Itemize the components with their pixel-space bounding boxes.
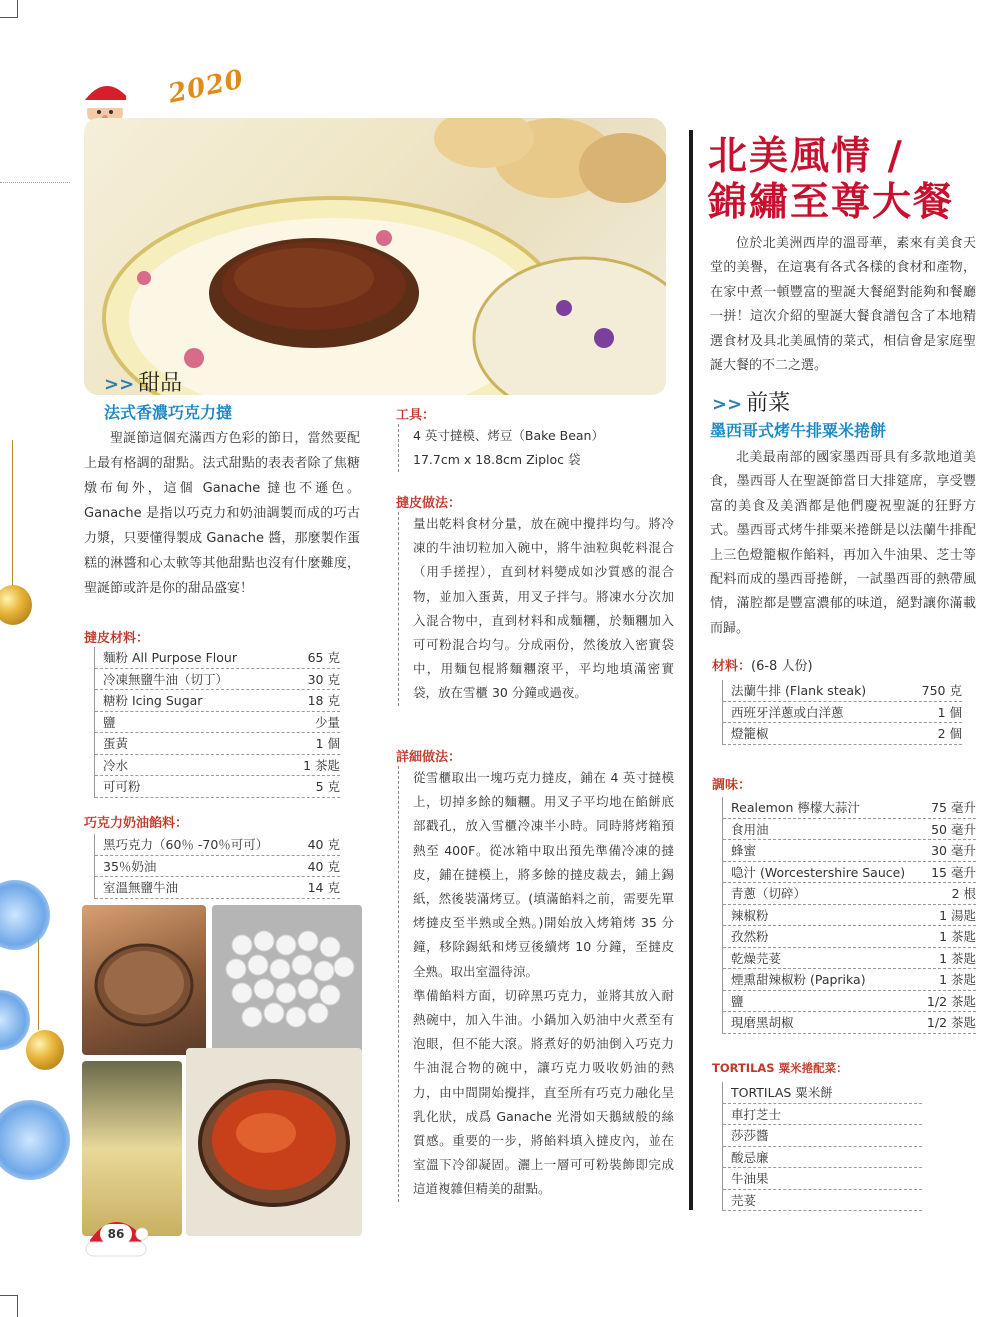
ingredient-name: 鹽 — [103, 714, 116, 730]
ingredient-row — [723, 680, 962, 702]
ingredient-row — [95, 856, 340, 878]
ingredient-name: 35％奶油 — [103, 858, 157, 874]
tart-intro: 聖誕節這個充滿西方色彩的節日，當然要配上最有格調的甜點。法式甜點的表表者除了焦糖燉布甸外，這個 Ganache 撻也不遜色。Ganache 是指以巧克力和奶油調製而成的巧古力漿，只要懂得製成 Ganache 醬，那麼製作蛋糕的淋醬和心太軟等其他甜點也沒有什麼難度，聖誕節或許是你的甜品盛宴！ — [84, 431, 360, 596]
gold-ornament-icon — [0, 585, 32, 625]
feature-title-line1: 北美風情 / — [708, 134, 904, 179]
seasoning-table — [722, 797, 976, 1034]
ingredient-row — [723, 883, 976, 905]
ingredient-name: 冷水 — [103, 757, 129, 773]
tortilla-sides-heading: TORTILAS 粟米捲配菜： — [712, 1061, 848, 1075]
ingredient-name: 冷凍無鹽牛油（切丁） — [103, 671, 229, 687]
ingredient-amount: 2 根 — [951, 886, 976, 901]
crop-mark-bottom-left — [0, 1295, 18, 1317]
tortilla-sides-list — [722, 1082, 922, 1211]
detailed-method — [398, 766, 674, 1202]
ingredient-row — [95, 647, 340, 669]
logo-year: 2020 — [165, 64, 247, 110]
ingredient-row — [723, 797, 976, 819]
ingredient-amount: 2 個 — [937, 726, 962, 741]
ingredient-row — [95, 834, 340, 856]
tool-item: 17.7cm x 18.8cm Ziploc 袋 — [413, 452, 581, 468]
crust-method-text: 量出乾料食材分量，放在碗中攪拌均勻。將冷凍的牛油切粒加入碗中，將牛油粒與乾料混合（用手搓捏），直到材料變成如沙質感的混合物，並加入蛋黃，用叉子拌勻。將凍水分次加入混合物中，直到材料和成麵糰，於麵糰加入可可粉混合均勻。分成兩份，然後放入密實袋中，用麵包棍將麵糰滾平，平均地填滿密實袋，放在雪櫃 30 分鐘或過夜。 — [398, 512, 674, 706]
section-label-text: 甜品 — [138, 371, 183, 396]
filling-ingredients-heading: 巧克力奶油餡料： — [84, 816, 189, 831]
ingredient-name: 辣椒粉 — [731, 907, 769, 923]
ingredient-amount: 30 毫升 — [931, 843, 976, 858]
ingredient-row — [723, 969, 976, 991]
ingredient-row — [95, 733, 340, 755]
detailed-method-heading: 詳細做法： — [396, 750, 462, 765]
ingredient-row — [95, 669, 340, 691]
ingredient-name: 室溫無鹽牛油 — [103, 880, 179, 895]
section-label-text: 前菜 — [746, 391, 791, 416]
ingredient-name: 燈籠椒 — [731, 726, 769, 741]
ingredient-name: 糖粉 Icing Sugar — [103, 693, 203, 708]
servings-note: (6-8 人份) — [751, 659, 813, 674]
ingredient-row — [723, 1012, 976, 1034]
page-number: 86 — [100, 1224, 132, 1244]
ingredient-amount: 1 茶匙 — [939, 950, 976, 966]
ingredient-row — [723, 948, 976, 970]
ingredient-amount: 15 毫升 — [931, 864, 976, 880]
ingredient-amount: 40 克 — [307, 858, 340, 874]
ornament-string — [38, 930, 39, 1030]
ingredient-amount: 14 克 — [307, 880, 340, 895]
snowflake-decoration — [0, 990, 30, 1050]
ingredient-amount: 1 茶匙 — [303, 757, 340, 773]
ingredient-amount: 1 個 — [937, 704, 962, 720]
ingredient-amount: 40 克 — [307, 837, 340, 852]
chocolate-tart-photo — [84, 118, 666, 395]
list-item: 酸忌廉 — [723, 1147, 922, 1169]
list-item: 牛油果 — [723, 1168, 922, 1190]
dish-title-tart: 法式香濃巧克力撻 — [104, 403, 233, 422]
ingredient-amount: 5 克 — [315, 779, 340, 794]
tart-shell-photo — [82, 905, 206, 1055]
tortilla-intro: 北美最南部的國家墨西哥具有多款地道美食，墨西哥人在聖誕節當日大排筵席，享受豐富的美食及美酒都是他們慶祝聖誕的狂野方式。墨西哥式烤牛排粟米捲餅是以法蘭牛排配上三色燈籠椒作餡料，再加入牛油果、芝士等配料而成的墨西哥捲餅，一試墨西哥的熱帶風情，滿腔都是豐富濃郁的味道，絕對讓你滿載而歸。 — [710, 450, 976, 636]
snowflake-decoration — [0, 880, 50, 950]
tart-shell-illustration — [82, 905, 206, 1055]
ingredients-heading — [712, 655, 813, 674]
ingredient-row — [723, 926, 976, 948]
section-label-appetizer — [712, 386, 790, 417]
ingredient-row — [723, 723, 962, 745]
ingredient-row — [723, 702, 962, 724]
ingredient-row — [95, 755, 340, 777]
ingredient-amount: 1/2 茶匙 — [926, 993, 976, 1009]
ingredient-row — [723, 991, 976, 1013]
ingredient-name: 孜然粉 — [731, 929, 769, 944]
ingredient-name: 蜂蜜 — [731, 843, 757, 858]
dotted-guide-line — [0, 182, 70, 183]
ingredient-name: 西班牙洋蔥或白洋蔥 — [731, 704, 844, 720]
filled-tart-photo — [186, 1048, 362, 1236]
ingredient-name: 青蔥（切碎） — [731, 886, 807, 901]
beans-illustration — [212, 905, 362, 1055]
dish-title-tortilla: 墨西哥式烤牛排粟米捲餅 — [710, 421, 887, 440]
seasoning-heading: 調味： — [712, 778, 752, 793]
tart-illustration — [84, 118, 666, 395]
ingredient-amount: 少量 — [314, 714, 340, 730]
column-divider — [689, 130, 693, 1210]
tools-list — [398, 424, 674, 472]
ingredient-row — [723, 819, 976, 841]
ingredient-name: 黑巧克力（60％ -70％可可） — [103, 837, 269, 852]
ingredient-name: 食用油 — [731, 821, 769, 837]
ingredient-row — [723, 905, 976, 927]
feature-intro: 位於北美洲西岸的溫哥華，素來有美食天堂的美譽，在這裏有各式各樣的食材和產物，在家中煮一頓豐富的聖誕大餐絕對能夠和餐廳一拼！這次介紹的聖誕大餐食譜包含了本地精選食材及具北美風情的菜式，相信會是家庭聖誕大餐的不二之選。 — [710, 236, 976, 374]
ingredient-amount: 750 克 — [921, 683, 962, 698]
ingredient-row — [95, 776, 340, 798]
detailed-method-paragraph-1: 從雪櫃取出一塊巧克力撻皮，鋪在 4 英寸撻模上，切掉多餘的麵糰。用叉子平均地在餡餅底部戳孔，放入雪櫃冷凍半小時。同時將烤箱預熱至 400F。從冰箱中取出預先準備冷凍的撻皮，鋪在撻模上，將多餘的撻皮裁去，鋪上錫紙，然後裝滿烤豆。(填滿餡料之前，需要先單烤撻皮至半熟或全熟。)開始放入烤箱烤 35 分鐘，移除錫紙和烤豆後續烤 10 分鐘，至撻皮全熟。取出室溫待涼。 — [413, 770, 674, 979]
ingredient-amount: 75 毫升 — [931, 800, 976, 815]
ingredient-amount: 1 茶匙 — [939, 972, 976, 987]
ingredient-name: Realemon 檸檬大蒜汁 — [731, 800, 860, 815]
ingredients-heading-text: 材料： — [712, 659, 752, 674]
double-chevron-icon: >> — [712, 394, 743, 415]
list-item: 莎莎醬 — [723, 1125, 922, 1147]
ingredient-row — [723, 840, 976, 862]
gold-ornament-icon — [26, 1030, 64, 1070]
list-item: 芫荽 — [723, 1190, 922, 1212]
list-item: TORTILAS 粟米餅 — [723, 1082, 922, 1104]
ingredient-row — [95, 690, 340, 712]
ingredient-row — [95, 877, 340, 899]
ingredient-name: 乾燥芫荽 — [731, 950, 782, 966]
double-chevron-icon: >> — [104, 374, 135, 395]
ingredient-name: 煙熏甜辣椒粉 (Paprika) — [731, 972, 866, 987]
crust-ingredients-table — [94, 647, 340, 798]
snowflake-decoration — [0, 1100, 70, 1180]
detailed-method-paragraph-2: 準備餡料方面，切碎黑巧克力，並將其放入耐熱碗中，加入牛油。小鍋加入奶油中火煮至有泡眼，但不能大滾。將煮好的奶油倒入巧克力牛油混合物的碗中，讓巧克力吸收奶油的熱力，由中間開始攪拌，直至所有巧克力融化呈乳化狀，成爲 Ganache 光滑如天鵝絨般的絲質感。重要的一步，將餡料填入撻皮內，並在室溫下冷卻凝固。灑上一層可可粉裝飾即完成這道複雜但精美的甜點。 — [413, 987, 674, 1197]
tools-heading: 工具： — [396, 408, 436, 423]
tool-item: 4 英寸撻模、烤豆（Bake Bean） — [413, 428, 604, 443]
ingredient-name: 蛋黃 — [103, 736, 129, 751]
ingredient-amount: 50 毫升 — [931, 821, 976, 837]
ingredient-amount: 18 克 — [307, 693, 340, 708]
ingredient-amount: 1 湯匙 — [939, 907, 976, 923]
ingredient-name: 麵粉 All Purpose Flour — [103, 650, 237, 665]
ingredient-amount: 30 克 — [307, 671, 340, 687]
feature-title-line2: 錦繡至尊大餐 — [708, 180, 955, 225]
baking-beans-photo — [212, 905, 362, 1055]
section-label-dessert — [104, 366, 182, 397]
ingredient-name: 法蘭牛排 (Flank steak) — [731, 683, 867, 698]
ingredient-row — [95, 712, 340, 734]
ingredient-name: 喼汁 (Worcestershire Sauce) — [731, 864, 906, 880]
ingredient-amount: 1/2 茶匙 — [926, 1015, 976, 1030]
ingredients-table — [722, 680, 962, 745]
ingredient-row — [723, 862, 976, 884]
ingredient-name: 鹽 — [731, 993, 744, 1009]
crust-method-heading: 撻皮做法： — [396, 496, 462, 511]
filled-tart-illustration — [186, 1048, 362, 1236]
crop-mark-top-left — [0, 0, 18, 18]
ingredient-name: 可可粉 — [103, 779, 141, 794]
crust-ingredients-heading: 撻皮材料： — [84, 631, 150, 646]
ingredient-name: 現磨黑胡椒 — [731, 1015, 794, 1030]
filling-ingredients-table — [94, 834, 340, 899]
ornament-string — [12, 440, 13, 590]
ingredient-amount: 1 個 — [315, 736, 340, 751]
ingredient-amount: 65 克 — [307, 650, 340, 665]
ingredient-amount: 1 茶匙 — [939, 929, 976, 944]
list-item: 車打芝士 — [723, 1104, 922, 1126]
